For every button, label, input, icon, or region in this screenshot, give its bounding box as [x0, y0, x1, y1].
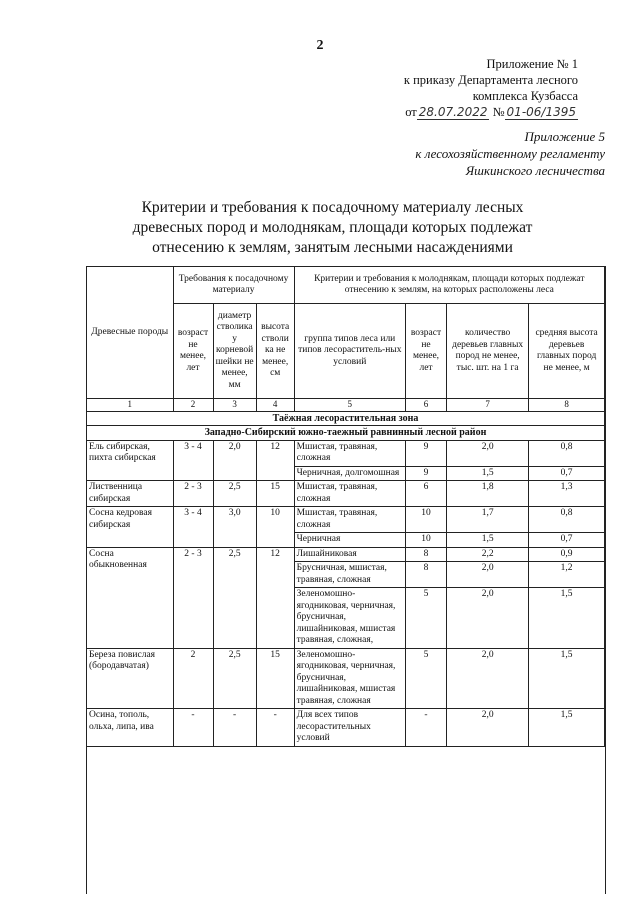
column-numbers-row: [87, 399, 605, 412]
appendix-5-line2: к лесохозяйственному регламенту: [415, 146, 605, 161]
count-cell: 1,8: [447, 481, 529, 507]
col-number: 4: [256, 399, 294, 412]
height-cell: 15: [256, 481, 294, 507]
count-cell: 2,2: [447, 547, 529, 562]
date-prefix: от: [405, 105, 417, 119]
species-cell: Сосна кедровая сибирская: [87, 507, 174, 548]
diameter-cell: 2,5: [213, 648, 256, 709]
age-cell: -: [173, 709, 213, 747]
avg-height-cell: 0,8: [529, 507, 605, 533]
table-row: [87, 709, 605, 747]
document-title: [60, 198, 605, 258]
title-line3: отнесению к землям, занятым лесными насаждениями: [152, 239, 513, 256]
height-cell: 12: [256, 440, 294, 481]
criteria-table: [86, 266, 605, 747]
avg-height-cell: 1,5: [529, 588, 605, 649]
diameter-cell: 2,0: [213, 440, 256, 481]
appendix-5-line3: Яшкинского лесничества: [465, 163, 605, 178]
region-row: [87, 426, 605, 441]
young-age-cell: 6: [405, 481, 446, 507]
young-age-cell: 9: [405, 466, 446, 481]
young-age-cell: 9: [405, 440, 446, 466]
count-cell: 2,0: [447, 562, 529, 588]
count-cell: 2,0: [447, 588, 529, 649]
page-number: 2: [316, 38, 324, 53]
table-row: [87, 547, 605, 562]
age-cell: 2 - 3: [173, 481, 213, 507]
header-species: Древесные породы: [87, 267, 174, 399]
forest-type-cell: Зеленомошно-ягодниковая, черничная, брусничная, лишайниковая, мшистая травяная, сложная: [294, 648, 405, 709]
species-cell: Осина, тополь, ольха, липа, ива: [87, 709, 174, 747]
header-trees-count: количество деревьев главных пород не менее, тыс. шт. на 1 га: [447, 304, 529, 399]
height-cell: 15: [256, 648, 294, 709]
table-row: [87, 648, 605, 709]
appendix-1-line2: к приказу Департамента лесного: [403, 73, 578, 87]
appendix-1-block: [404, 56, 578, 120]
avg-height-cell: 1,5: [529, 709, 605, 747]
forest-type-cell: Мшистая, травяная, сложная: [294, 507, 405, 533]
count-cell: 2,0: [447, 440, 529, 466]
header-young-group: Критерии и требования к молоднякам, площади которых подлежат отнесению к землям, на которых расположены леса: [294, 267, 604, 304]
header-planting-group: Требования к посадочному материалу: [173, 267, 294, 304]
zone-row: [87, 411, 605, 426]
header-height: высота стволи ка не менее, см: [256, 304, 294, 399]
avg-height-cell: 0,8: [529, 440, 605, 466]
young-age-cell: 8: [405, 562, 446, 588]
table-header-row-1: [87, 267, 605, 304]
forest-type-cell: Черничная, долгомошная: [294, 466, 405, 481]
species-cell: Ель сибирская, пихта сибирская: [87, 440, 174, 481]
forest-type-cell: Черничная: [294, 533, 405, 548]
title-line2: древесных пород и молоднякам, площади которых подлежат: [132, 219, 533, 236]
date-handwritten: 28.07.2022: [418, 105, 488, 119]
number-prefix: №: [492, 105, 505, 119]
table-row: [87, 440, 605, 466]
zone-label: Таёжная лесорастительная зона: [87, 411, 605, 426]
height-cell: 10: [256, 507, 294, 548]
forest-type-cell: Брусничная, мшистая, травяная, сложная: [294, 562, 405, 588]
col-number: 6: [405, 399, 446, 412]
species-cell: Береза повислая (бородавчатая): [87, 648, 174, 709]
age-cell: 2: [173, 648, 213, 709]
forest-type-cell: Мшистая, травяная, сложная: [294, 481, 405, 507]
species-cell: Сосна обыкновенная: [87, 547, 174, 648]
col-number: 5: [294, 399, 405, 412]
appendix-1-line3: комплекса Кузбасса: [472, 89, 578, 103]
count-cell: 2,0: [447, 709, 529, 747]
forest-type-cell: Зеленомошно-ягодниковая, черничная, брусничная, лишайниковая, мшистая травяная, сложная,: [294, 588, 405, 649]
title-line1: Критерии и требования к посадочному материалу лесных: [141, 199, 524, 216]
height-cell: -: [256, 709, 294, 747]
young-age-cell: 5: [405, 648, 446, 709]
table-row: [87, 507, 605, 533]
number-handwritten: 01-06/1395: [506, 105, 576, 119]
age-cell: 3 - 4: [173, 440, 213, 481]
avg-height-cell: 1,3: [529, 481, 605, 507]
header-age: возраст не менее, лет: [173, 304, 213, 399]
col-number: 8: [529, 399, 605, 412]
diameter-cell: 3,0: [213, 507, 256, 548]
height-cell: 12: [256, 547, 294, 648]
col-number: 2: [173, 399, 213, 412]
col-number: 3: [213, 399, 256, 412]
count-cell: 2,0: [447, 648, 529, 709]
appendix-1-line1: Приложение № 1: [486, 57, 578, 71]
appendix-5-line1: Приложение 5: [524, 129, 605, 144]
diameter-cell: 2,5: [213, 481, 256, 507]
diameter-cell: 2,5: [213, 547, 256, 648]
forest-type-cell: Мшистая, травяная, сложная: [294, 440, 405, 466]
header-young-age: возраст не менее, лет: [405, 304, 446, 399]
appendix-5-block: [415, 128, 605, 179]
young-age-cell: 10: [405, 533, 446, 548]
table-left-rule: [86, 266, 87, 894]
header-avg-height: средняя высота деревьев главных пород не менее, м: [529, 304, 605, 399]
avg-height-cell: 1,2: [529, 562, 605, 588]
forest-type-cell: Для всех типов лесорастительных условий: [294, 709, 405, 747]
count-cell: 1,7: [447, 507, 529, 533]
region-label: Западно-Сибирский южно-таежный равнинный лесной район: [87, 426, 605, 441]
count-cell: 1,5: [447, 466, 529, 481]
age-cell: 2 - 3: [173, 547, 213, 648]
header-diameter: диаметр стволика у корневой шейки не менее, мм: [213, 304, 256, 399]
avg-height-cell: 1,5: [529, 648, 605, 709]
avg-height-cell: 0,7: [529, 533, 605, 548]
young-age-cell: 5: [405, 588, 446, 649]
young-age-cell: -: [405, 709, 446, 747]
young-age-cell: 8: [405, 547, 446, 562]
young-age-cell: 10: [405, 507, 446, 533]
appendix-1-date-line: [404, 104, 578, 120]
table-right-rule: [605, 266, 606, 894]
species-cell: Лиственница сибирская: [87, 481, 174, 507]
count-cell: 1,5: [447, 533, 529, 548]
avg-height-cell: 0,7: [529, 466, 605, 481]
avg-height-cell: 0,9: [529, 547, 605, 562]
col-number: 1: [87, 399, 174, 412]
forest-type-cell: Лишайниковая: [294, 547, 405, 562]
header-forest-types: группа типов леса или типов лесораститель-ных условий: [294, 304, 405, 399]
diameter-cell: -: [213, 709, 256, 747]
age-cell: 3 - 4: [173, 507, 213, 548]
col-number: 7: [447, 399, 529, 412]
table-row: [87, 481, 605, 507]
